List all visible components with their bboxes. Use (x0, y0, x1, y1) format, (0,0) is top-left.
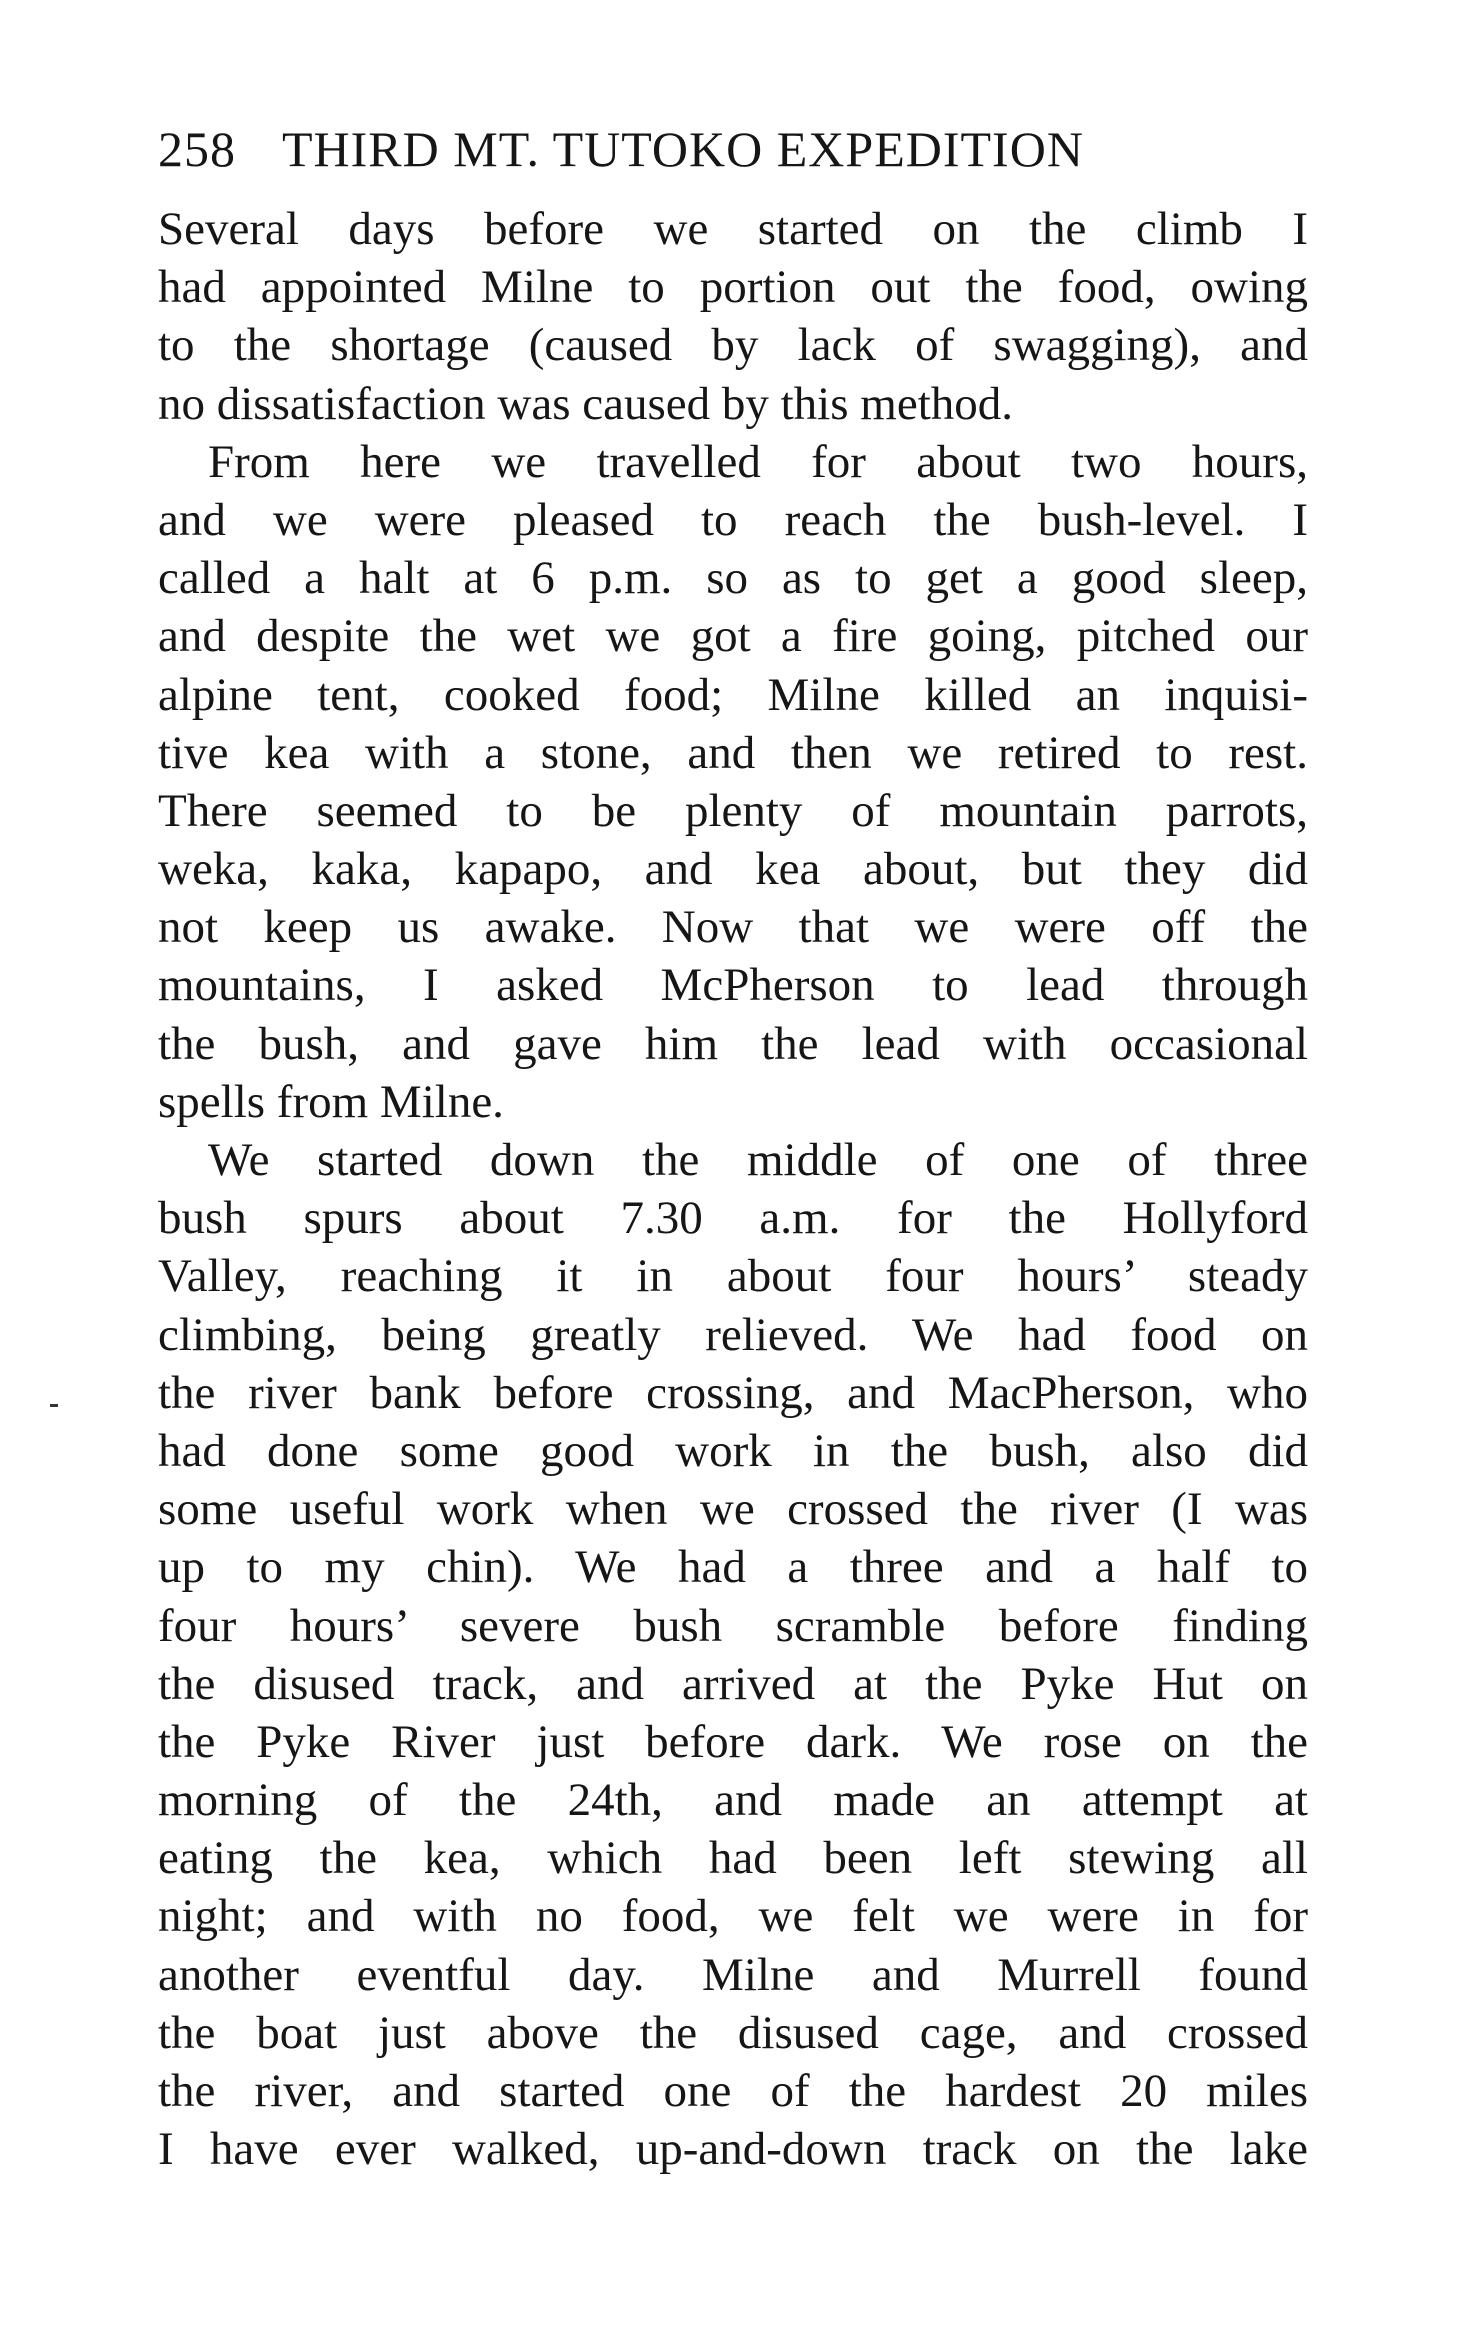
book-page (158, 120, 1308, 2178)
text-line: weka, kaka, kapapo, and kea about, but they did (158, 843, 1308, 896)
text-line: eating the kea, which had been left stewing all (158, 1832, 1308, 1885)
running-title: THIRD MT. TUTOKO EXPEDITION (282, 121, 1084, 177)
text-line: called a halt at 6 p.m. so as to get a good sleep, (158, 552, 1308, 605)
text-line: the disused track, and arrived at the Pyke Hut on (158, 1657, 1308, 1710)
text-line: the river, and started one of the hardest 20 miles (158, 2065, 1308, 2117)
text-line: climbing, being greatly relieved. We had food on (158, 1308, 1308, 1361)
text-line: night; and with no food, we felt we were in for (158, 1890, 1308, 1943)
text-line: bush spurs about 7.30 a.m. for the Hollyford (158, 1192, 1308, 1245)
text-line: I have ever walked, up-and-down track on the lake (158, 2123, 1308, 2176)
running-head (158, 120, 1308, 192)
text-line: alpine tent, cooked food; Milne killed an inquisi- (158, 668, 1308, 721)
text-line: mountains, I asked McPherson to lead through (158, 959, 1308, 1012)
text-line: We started down the middle of one of three (208, 1134, 1308, 1186)
text-line: There seemed to be plenty of mountain parrots, (158, 784, 1308, 837)
text-line: Several days before we started on the climb I (158, 203, 1308, 255)
text-line: spells from Milne. (158, 1075, 504, 1128)
text-line: the Pyke River just before dark. We rose on the (158, 1715, 1308, 1768)
text-line: and we were pleased to reach the bush-level. I (158, 493, 1308, 546)
text-line: From here we travelled for about two hours, (208, 435, 1308, 488)
text-line: not keep us awake. Now that we were off the (158, 901, 1308, 954)
text-line: the river bank before crossing, and MacPherson, who (158, 1366, 1308, 1419)
text-line: tive kea with a stone, and then we retired to rest. (158, 726, 1308, 779)
text-line: the bush, and gave him the lead with occasional (158, 1017, 1308, 1070)
text-line: the boat just above the disused cage, and crossed (158, 2006, 1308, 2059)
text-line: some useful work when we crossed the river (I was (158, 1483, 1308, 1536)
text-line: up to my chin). We had a three and a half to (158, 1541, 1308, 1594)
margin-mark (50, 1404, 58, 1407)
page-number: 258 (158, 121, 236, 177)
text-line: had appointed Milne to portion out the food, owing (158, 261, 1308, 314)
text-line: no dissatisfaction was caused by this method. (158, 377, 1013, 430)
text-line: morning of the 24th, and made an attempt at (158, 1774, 1308, 1827)
text-line: and despite the wet we got a fire going, pitched our (158, 610, 1308, 663)
text-line: to the shortage (caused by lack of swagging), and (158, 319, 1308, 372)
text-line: four hours’ severe bush scramble before finding (158, 1599, 1308, 1652)
text-line: Valley, reaching it in about four hours’ steady (158, 1250, 1308, 1303)
text-line: had done some good work in the bush, also did (158, 1424, 1308, 1477)
text-line: another eventful day. Milne and Murrell found (158, 1948, 1308, 2001)
body-text (158, 200, 1308, 2178)
